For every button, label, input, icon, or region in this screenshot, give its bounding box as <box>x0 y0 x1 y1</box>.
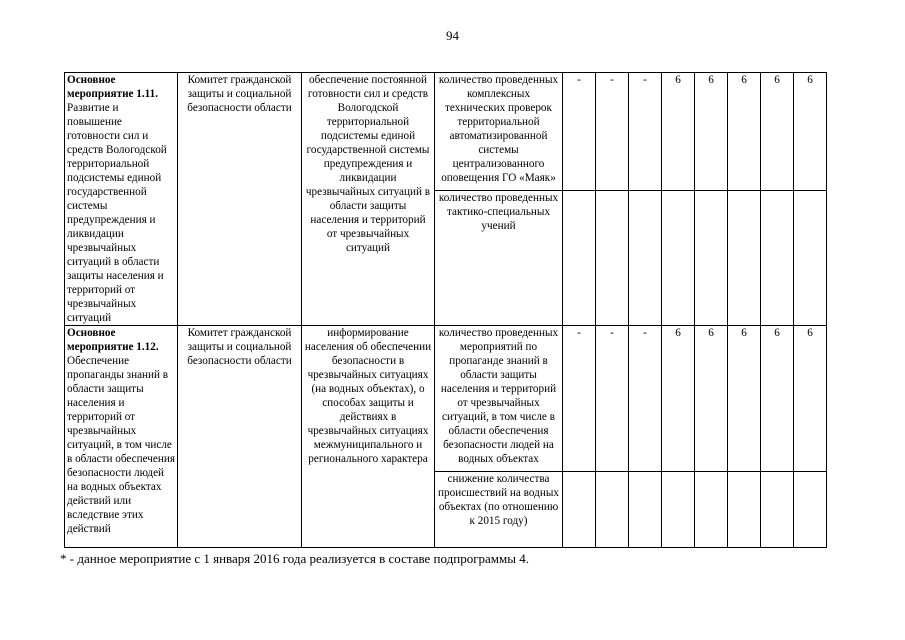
footnote: * - данное мероприятие с 1 января 2016 года реализуется в составе подпрограммы 4. <box>60 551 529 566</box>
value-cell <box>596 472 629 548</box>
value-cell: 6 <box>794 73 827 191</box>
measure-cell <box>65 326 178 548</box>
value-cell <box>728 472 761 548</box>
table-row <box>65 73 827 191</box>
value-cell: - <box>629 326 662 472</box>
value-cell <box>761 190 794 325</box>
purpose-cell: информирование населения об обеспечении безопасности в чрезвычайных ситуациях (на водных объектах), о способах защиты и действиях в чрезвычайных ситуациях межмуниципального и регионального характера <box>302 326 435 548</box>
executor-cell: Комитет гражданской защиты и социальной безопасности области <box>178 73 302 326</box>
table-row <box>65 326 827 472</box>
indicator-cell: снижение количества происшествий на водных объектах (по отношению к 2015 году) <box>435 472 563 548</box>
value-cell <box>662 190 695 325</box>
value-cell <box>596 190 629 325</box>
value-cell: 6 <box>695 73 728 191</box>
executor-cell: Комитет гражданской защиты и социальной безопасности области <box>178 326 302 548</box>
measure-title: Основное мероприятие 1.12. <box>67 327 159 353</box>
value-cell <box>662 472 695 548</box>
measures-table <box>64 72 827 548</box>
value-cell <box>695 472 728 548</box>
value-cell: - <box>596 73 629 191</box>
value-cell <box>629 472 662 548</box>
measure-description: Обеспечение пропаганды знаний в области защиты населения и территорий от чрезвычайных ситуаций, в том числе в области обеспечения безопасности людей на водных объектах действий или вследствие этих действий <box>67 355 176 535</box>
indicator-cell: количество проведенных комплексных технических проверок территориальной автоматизированной системы централизованного оповещения ГО «Маяк» <box>435 73 563 191</box>
value-cell: 6 <box>761 73 794 191</box>
value-cell: 6 <box>728 73 761 191</box>
value-cell: 6 <box>662 326 695 472</box>
value-cell <box>563 472 596 548</box>
value-cell <box>728 190 761 325</box>
value-cell <box>794 190 827 325</box>
value-cell: - <box>629 73 662 191</box>
value-cell: 6 <box>728 326 761 472</box>
value-cell: 6 <box>695 326 728 472</box>
value-cell <box>563 190 596 325</box>
value-cell: - <box>563 73 596 191</box>
measure-cell <box>65 73 178 326</box>
value-cell <box>761 472 794 548</box>
value-cell <box>629 190 662 325</box>
indicator-cell: количество проведенных тактико-специальных учений <box>435 190 563 325</box>
value-cell <box>794 472 827 548</box>
value-cell: 6 <box>662 73 695 191</box>
value-cell: - <box>563 326 596 472</box>
value-cell: 6 <box>761 326 794 472</box>
measure-description: Развитие и повышение готовности сил и средств Вологодской территориальной подсистемы единой государственной системы предупреждения и ликвидации чрезвычайных ситуаций в области защиты населения и территорий от чрезвычайных ситуаций <box>67 102 167 324</box>
indicator-cell: количество проведенных мероприятий по пропаганде знаний в области защиты населения и территорий от чрезвычайных ситуаций, в том числе в области обеспечения безопасности людей на водных объектах <box>435 326 563 472</box>
measure-title: Основное мероприятие 1.11. <box>67 74 159 100</box>
value-cell: - <box>596 326 629 472</box>
value-cell: 6 <box>794 326 827 472</box>
purpose-cell: обеспечение постоянной готовности сил и средств Вологодской территориальной подсистемы единой государственной системы предупреждения и ликвидации чрезвычайных ситуаций в области защиты населения и территорий от чрезвычайных ситуаций <box>302 73 435 326</box>
value-cell <box>695 190 728 325</box>
page-number: 94 <box>446 28 459 43</box>
